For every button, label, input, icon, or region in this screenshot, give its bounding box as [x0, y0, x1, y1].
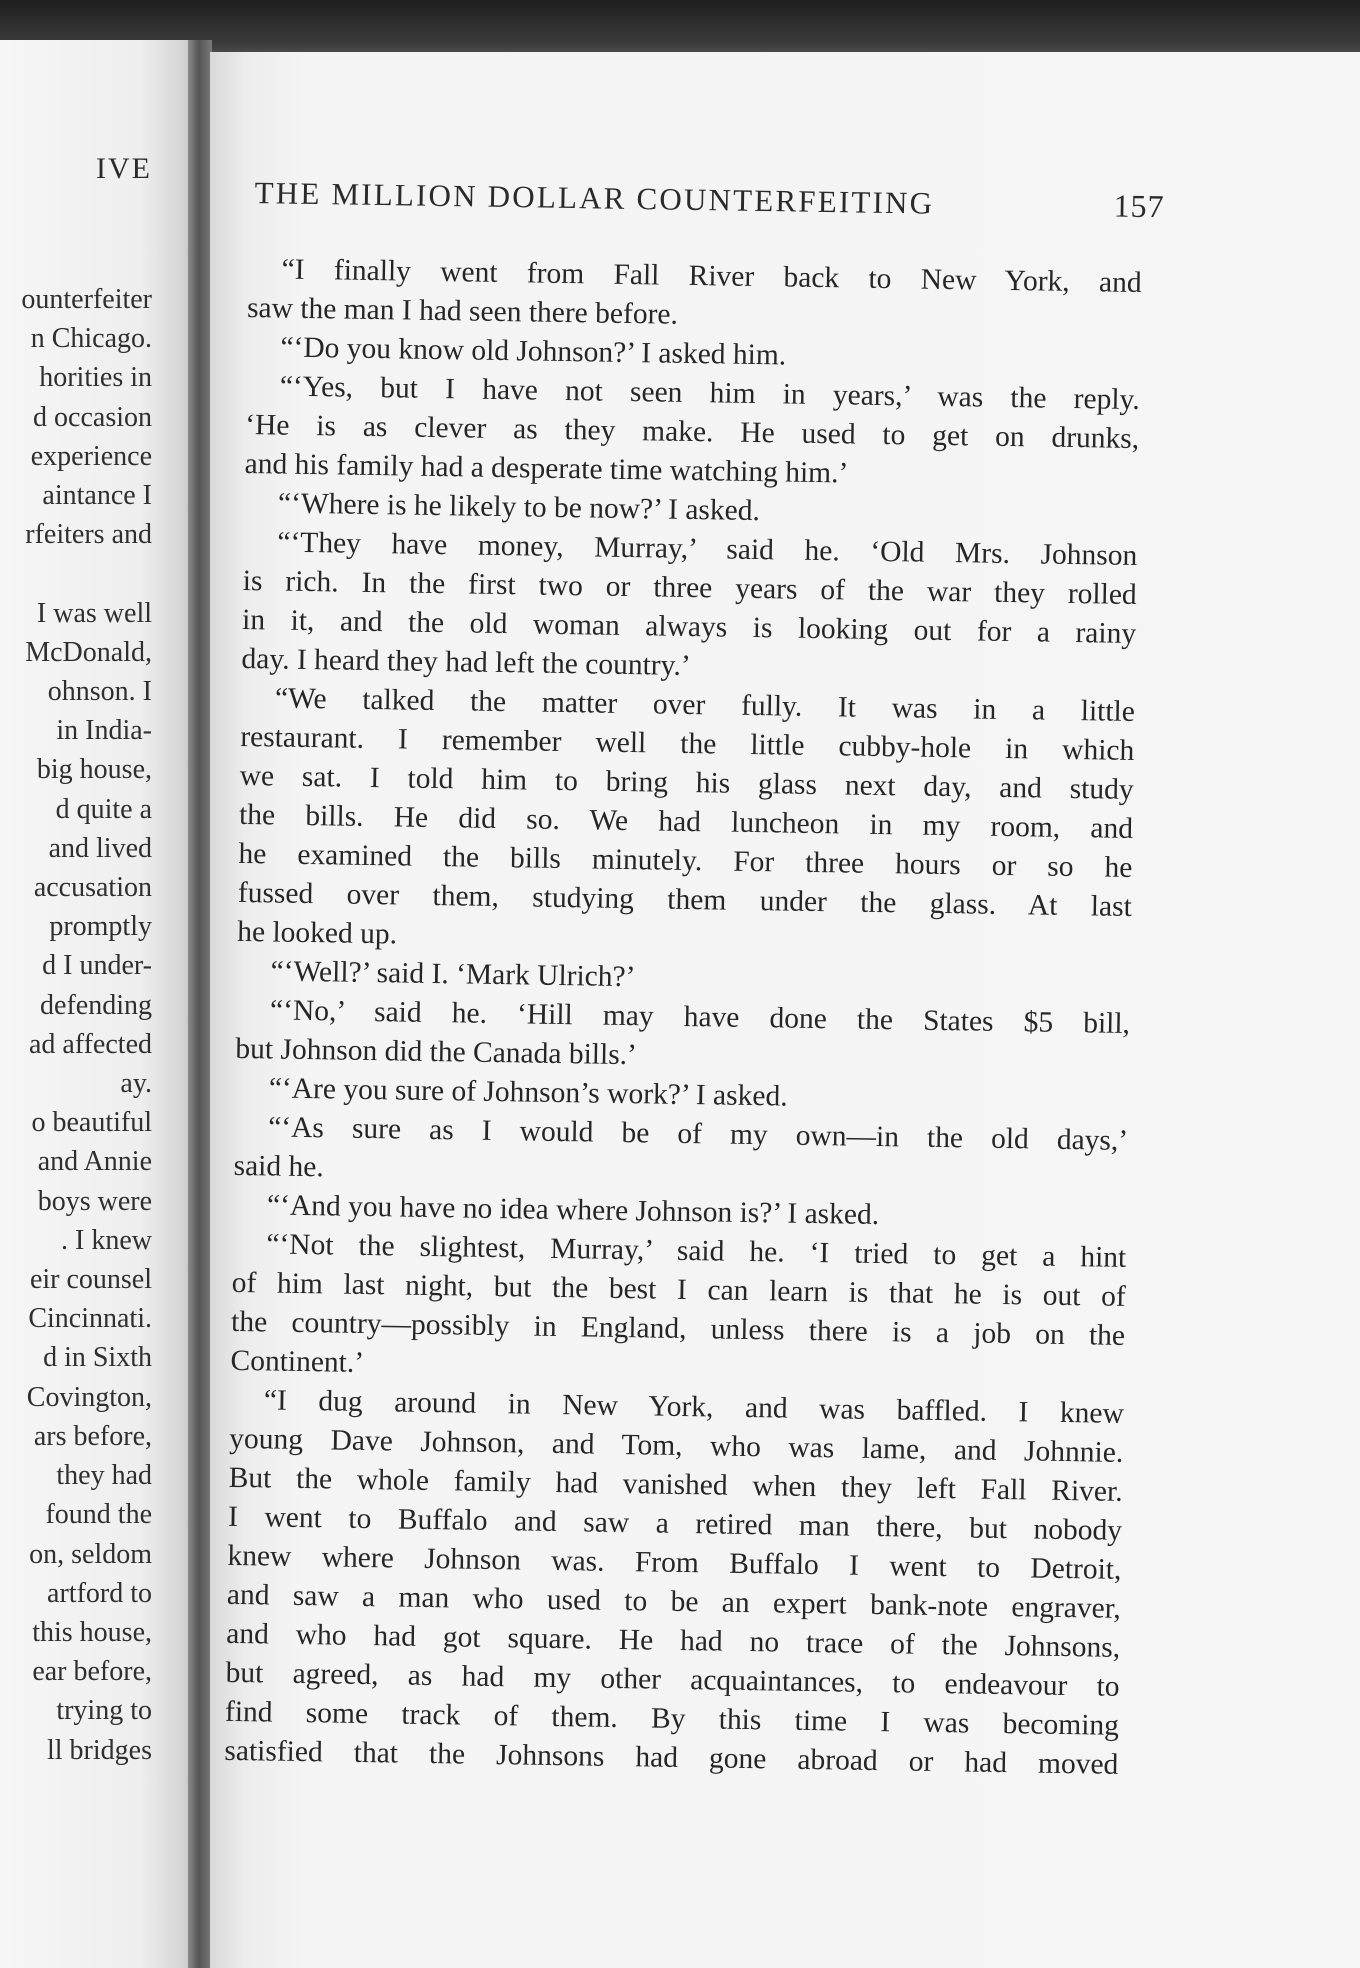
text-line: knew where Johnson was. From Buffalo I went to Detroit,: [227, 1539, 1122, 1586]
text-line: “I finally went from Fall River back to New York, and: [281, 253, 1142, 300]
left-text-line: boys were: [37, 1185, 152, 1217]
left-text-line: found the: [45, 1499, 152, 1531]
text-line: is rich. In the first two or three years of the war they rolled: [242, 564, 1137, 611]
text-line: the country—possibly in England, unless there is a job on the: [230, 1305, 1126, 1352]
left-text-line: ohnson. I: [47, 676, 152, 708]
left-text-line: accusation: [33, 872, 152, 904]
text-line: we sat. I told him to bring his glass next day, and study: [239, 759, 1134, 806]
text-line: “‘Well?’ said I. ‘Mark Ulrich?’: [270, 955, 636, 994]
text-line: ‘He is as clever as they make. He used to get on drunks,: [244, 408, 1140, 456]
text-line: and saw a man who used to be an expert bank-note engraver,: [226, 1578, 1122, 1625]
left-text-line: defending: [40, 989, 152, 1021]
text-line: satisfied that the Johnsons had gone abroad or had moved: [224, 1734, 1119, 1781]
text-line: saw the man I had seen there before.: [246, 291, 679, 331]
left-text-line: and Annie: [37, 1146, 152, 1178]
text-line: of him last night, but the best I can learn is that he is out of: [231, 1266, 1126, 1313]
left-text-line: d quite a: [55, 793, 152, 825]
left-text-line: eir counsel: [29, 1264, 152, 1296]
text-line: and who had got square. He had no trace of the Johnsons,: [226, 1617, 1121, 1664]
text-line: “We talked the matter over fully. It was in a little: [274, 682, 1136, 728]
text-line: but Johnson did the Canada bills.’: [235, 1032, 638, 1072]
text-line: find some track of them. By this time I was becoming: [224, 1695, 1120, 1742]
left-text-line: . I knew: [61, 1224, 152, 1256]
text-line: he looked up.: [237, 915, 398, 951]
left-text-line: artford to: [47, 1577, 152, 1609]
text-line: “‘Where is he likely to be now?’ I asked.: [277, 487, 761, 528]
text-line: in it, and the old woman always is looking out for a rainy: [241, 603, 1137, 650]
left-text-line: d in Sixth: [43, 1342, 152, 1374]
left-text-line: ars before,: [33, 1420, 152, 1452]
text-line: “I dug around in New York, and was baffled. I knew: [263, 1384, 1125, 1430]
left-running-head: IVE: [96, 152, 152, 185]
text-line: “‘Not the slightest, Murray,’ said he. ‘I tried to get a hint: [266, 1228, 1127, 1274]
text-line: “‘Are you sure of Johnson’s work?’ I asked.: [268, 1072, 788, 1113]
text-line: restaurant. I remember well the little cubby-hole in which: [240, 720, 1135, 767]
left-text-line: ounterfeiter: [21, 284, 152, 315]
left-text-line: ear before,: [32, 1656, 152, 1688]
left-text-line: d occasion: [33, 401, 152, 433]
text-line: fussed over them, studying them under the glass. At last: [237, 876, 1133, 923]
left-text-line: Covington,: [26, 1381, 152, 1413]
text-line: “‘As sure as I would be of my own—in the old days,’: [267, 1111, 1129, 1157]
page-number: 157: [1113, 187, 1165, 225]
left-text-line: big house,: [36, 754, 152, 786]
left-text-line: promptly: [49, 911, 152, 943]
left-text-line: McDonald,: [25, 636, 152, 668]
left-text-line: horities in: [39, 362, 152, 394]
left-text-line: ll bridges: [47, 1734, 152, 1766]
left-text-line: this house,: [32, 1616, 152, 1648]
left-text-line: I was well: [36, 597, 152, 629]
left-text-line: aintance I: [42, 480, 152, 512]
left-text-line: trying to: [56, 1695, 152, 1727]
left-text-line: ad affected: [28, 1028, 152, 1060]
text-line: and his family had a desperate time watching him.’: [244, 447, 849, 490]
left-page-text: [0, 280, 152, 1770]
left-text-line: Cincinnati.: [28, 1303, 152, 1335]
text-line: I went to Buffalo and saw a retired man there, but nobody: [227, 1500, 1123, 1547]
left-text-line: rfeiters and: [25, 519, 152, 551]
text-line: but agreed, as had my other acquaintances, to endeavour to: [225, 1656, 1120, 1703]
left-text-line: they had: [56, 1460, 152, 1492]
text-line: “‘Do you know old Johnson?’ I asked him.: [280, 331, 787, 372]
running-head-title: THE MILLION DOLLAR COUNTERFEITING: [254, 174, 935, 221]
left-text-line: experience: [30, 440, 152, 472]
text-line: But the whole family had vanished when they left Fall River.: [228, 1461, 1123, 1508]
text-line: day. I heard they had left the country.’: [241, 642, 691, 683]
left-page: [0, 40, 200, 1968]
left-text-line: ay.: [120, 1068, 152, 1100]
left-text-line: in India-: [56, 715, 152, 747]
right-page: [210, 52, 1360, 1968]
text-line: “‘And you have no idea where Johnson is?’ I asked.: [266, 1189, 880, 1232]
text-line: “‘They have money, Murray,’ said he. ‘Old Mrs. Johnson: [277, 526, 1138, 573]
left-text-line: o beautiful: [31, 1107, 152, 1139]
left-text-line: and lived: [48, 832, 152, 864]
body-text: [224, 250, 1142, 1785]
text-line: he examined the bills minutely. For three hours or so he: [238, 837, 1133, 884]
left-text-line: d I under-: [42, 950, 152, 982]
text-line: young Dave Johnson, and Tom, who was lame, and Johnnie.: [229, 1422, 1124, 1469]
left-text-line: n Chicago.: [30, 323, 152, 355]
running-head: [254, 174, 1164, 225]
text-line: “‘Yes, but I have not seen him in years,’ was the reply.: [279, 370, 1141, 417]
text-line: said he.: [233, 1149, 324, 1184]
text-line: Continent.’: [230, 1344, 365, 1379]
book-gutter: [188, 40, 212, 1968]
text-line: “‘No,’ said he. ‘Hill may have done the States $5 bill,: [269, 994, 1131, 1040]
text-line: the bills. He did so. We had luncheon in my room, and: [238, 798, 1134, 845]
left-text-line: [0, 554, 152, 593]
left-text-line: on, seldom: [29, 1538, 152, 1570]
